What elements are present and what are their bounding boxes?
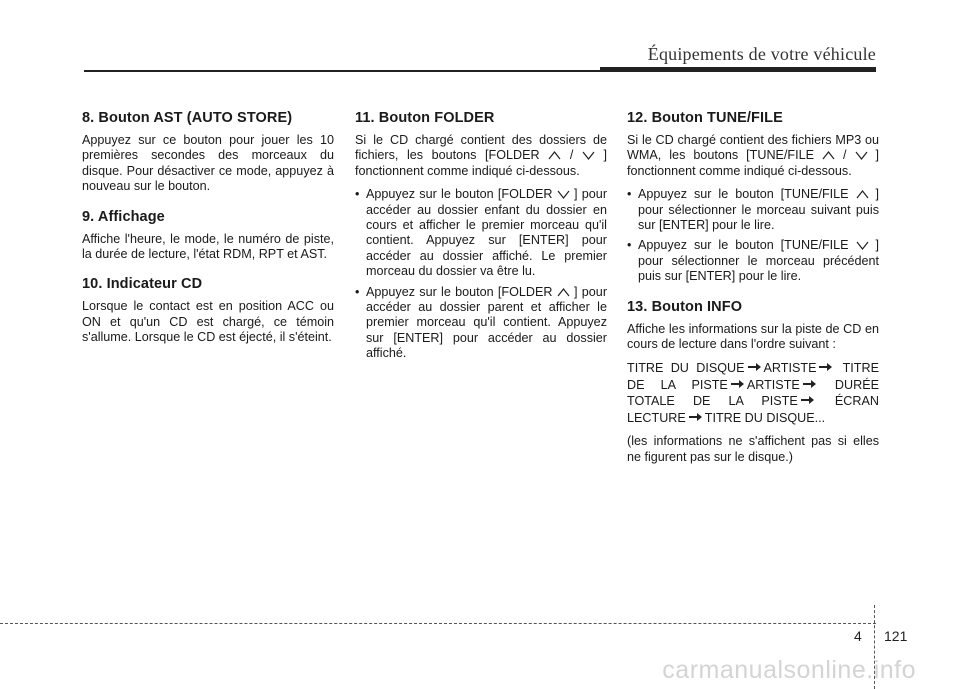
section-11-intro-a: Si le CD chargé contient des dossiers de fichiers, les boutons [FOLDER (355, 133, 607, 163)
section-12-intro-b: ] fonctionnent comme indiqué ci-dessous. (627, 148, 880, 178)
header-rule-thin (84, 70, 876, 72)
bullet-mark: • (355, 187, 360, 202)
section-12-intro-a: Si le CD chargé contient des fichiers MP3 ou WMA, les boutons [TUNE/FILE (627, 133, 879, 163)
section-12-bullet-1 (627, 187, 879, 233)
chevron-down-icon (582, 150, 595, 160)
arrow-right-icon (819, 360, 832, 368)
section-12-title: 12. Bouton TUNE/FILE (627, 110, 783, 126)
section-8-title: 8. Bouton AST (AUTO STORE) (82, 110, 293, 126)
section-9-title: 9. Affichage (82, 208, 165, 225)
chevron-up-icon (822, 150, 835, 160)
section-13-title: 13. Bouton INFO (627, 298, 743, 315)
section-11-b1-b: ] pour accéder au dossier enfant du dossier en cours et afficher le premier morceau qu'il contient. Appuyez sur [ENTER] pour accéder au dossier affiché. Le premier morceau du dossier va être lu. (366, 187, 608, 279)
info-seq-item: ARTISTE (763, 361, 817, 376)
section-12-intro-sep: / (835, 148, 855, 163)
chevron-up-icon (557, 287, 570, 297)
section-11-intro-sep: / (561, 148, 582, 163)
arrow-right-icon (748, 360, 761, 368)
watermark-text: carmanualsonline.info (662, 656, 916, 684)
section-11-list (355, 187, 607, 361)
column-3 (627, 110, 879, 473)
bullet-mark: • (627, 187, 632, 202)
section-12-list (627, 187, 879, 284)
section-8-text: Appuyez sur ce bouton pour jouer les 10 premières secondes des morceaux du disque. Pour désactiver ce mode, appuyez à nouveau sur le bouton. (82, 133, 334, 194)
arrow-right-icon (689, 410, 702, 418)
arrow-right-icon (803, 377, 816, 385)
section-11-bullet-2 (355, 285, 607, 362)
section-12-b2-a: Appuyez sur le bouton [TUNE/FILE (638, 238, 856, 253)
section-12-bullet-2 (627, 238, 879, 284)
section-11-b2-b: ] pour accéder au dossier parent et afficher le premier morceau qu'il contient. Appuyez sur [ENTER] pour accéder au dossier affiché. (366, 284, 608, 361)
bullet-mark: • (627, 238, 632, 253)
info-seq-item: TITRE DU DISQUE... (704, 410, 826, 425)
section-11-intro-b: ] fonctionnent comme indiqué ci-dessous. (355, 148, 607, 178)
section-12-b1-a: Appuyez sur le bouton [TUNE/FILE (638, 187, 856, 202)
page-header-title: Équipements de votre véhicule (647, 44, 876, 64)
section-12-intro (627, 133, 879, 179)
chevron-up-icon (548, 150, 561, 160)
footer-rule (0, 623, 876, 624)
column-2 (355, 110, 607, 370)
section-11-intro (355, 133, 607, 179)
chevron-down-icon (855, 150, 868, 160)
section-9-text: Affiche l'heure, le mode, le numéro de piste, la durée de lecture, l'état RDM, RPT et AST. (82, 231, 334, 262)
section-11-bullet-1 (355, 187, 607, 279)
section-12-b2-b: ] pour sélectionner le morceau précédent puis sur [ENTER] pour le lire. (638, 238, 879, 284)
section-10-title: 10. Indicateur CD (82, 276, 203, 293)
info-seq-item: TITRE DU DISQUE (627, 361, 745, 376)
section-11-b2-a: Appuyez sur le bouton [FOLDER (366, 284, 557, 299)
section-12-b1-b: ] pour sélectionner le morceau suivant puis sur [ENTER] pour le lire. (638, 187, 879, 233)
section-13-note: (les informations ne s'affichent pas si elles ne figurent pas sur le disque.) (627, 434, 879, 464)
chevron-down-icon (856, 240, 869, 250)
section-11-b1-a: Appuyez sur le bouton [FOLDER (366, 187, 557, 202)
section-11-title: 11. Bouton FOLDER (355, 110, 495, 126)
info-seq-item: DURÉE TOTALE DE LA PISTE (627, 377, 880, 409)
info-sequence (627, 360, 879, 426)
info-seq-item: TITRE DE LA PISTE (627, 361, 879, 392)
arrow-right-icon (801, 393, 814, 401)
bullet-mark: • (355, 284, 360, 299)
chevron-up-icon (856, 189, 869, 199)
info-seq-item: ARTISTE (746, 377, 800, 392)
section-10-text: Lorsque le contact est en position ACC ou ON et qu'un CD est chargé, ce témoin s'allume. Lorsque le CD est éjecté, il s'éteint. (82, 299, 334, 345)
info-seq-item: ÉCRAN LECTURE (627, 394, 879, 425)
page-number: 121 (884, 628, 908, 644)
arrow-right-icon (731, 377, 744, 385)
chevron-down-icon (557, 189, 570, 199)
section-13-text: Affiche les informations sur la piste de CD en cours de lecture dans l'ordre suivant : (627, 321, 879, 352)
column-1 (82, 110, 334, 354)
chapter-number: 4 (854, 628, 862, 644)
